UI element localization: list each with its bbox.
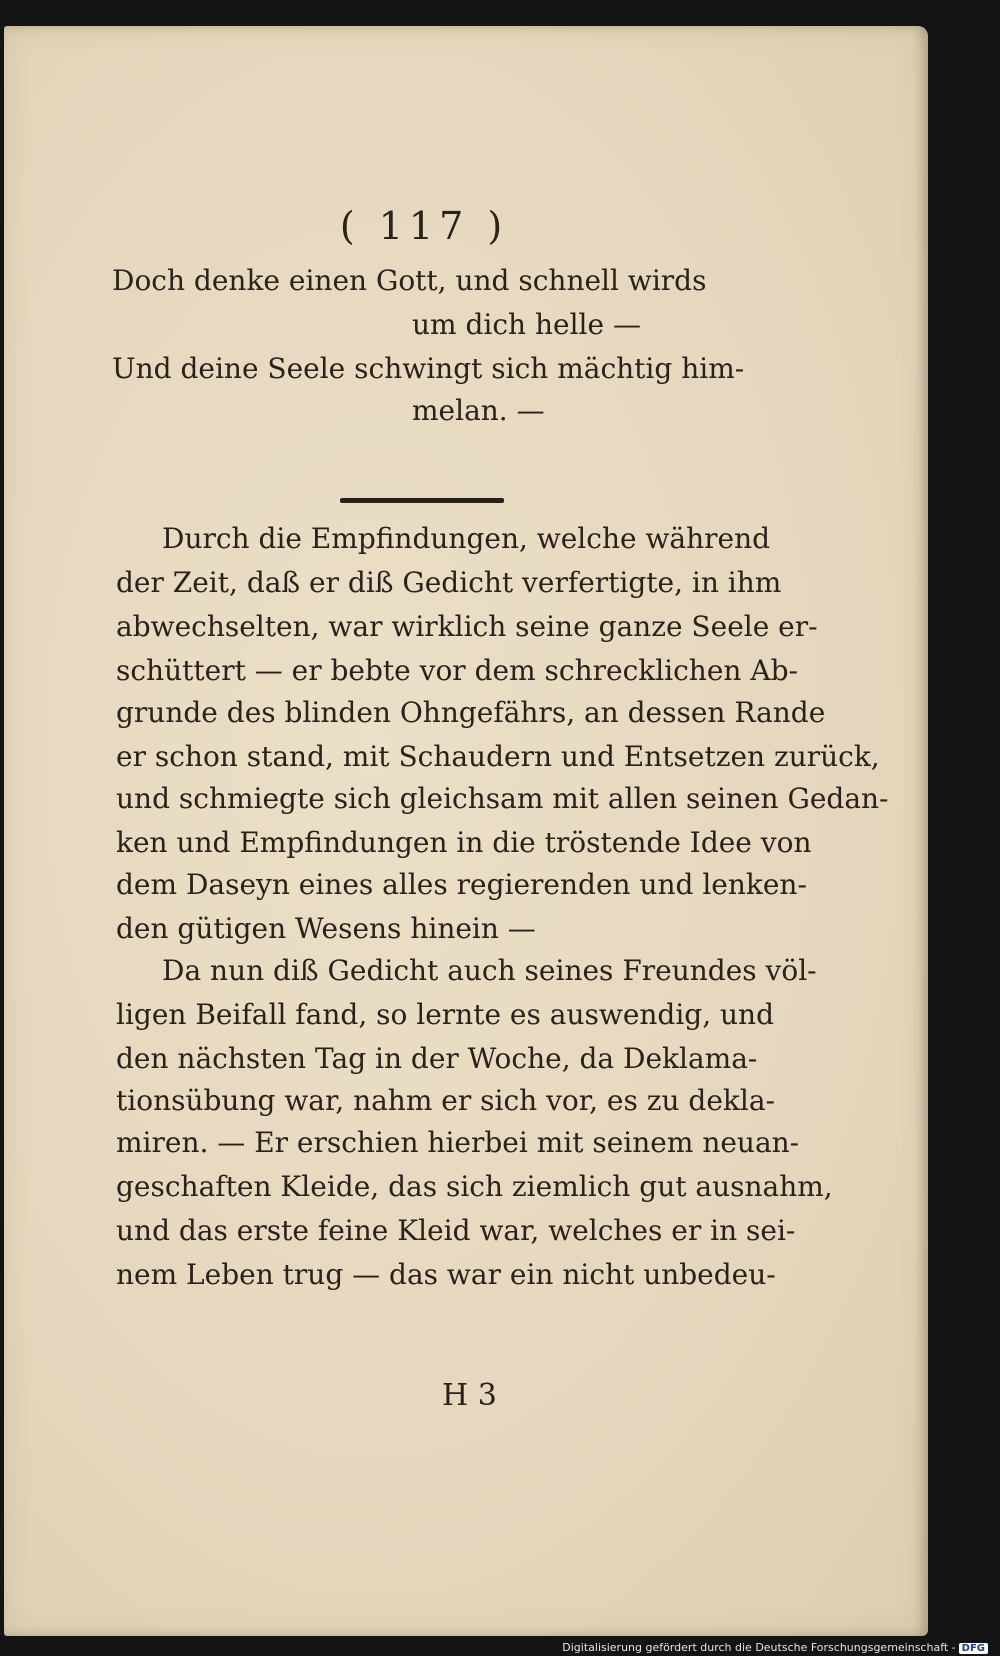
prose-line-4: schüttert — er bebte vor dem schrecklichen Ab-: [116, 654, 798, 687]
poem-line-3: Und deine Seele schwingt sich mächtig him-: [112, 352, 745, 385]
prose-line-2: der Zeit, daß er diß Gedicht verfertigte, in ihm: [116, 566, 782, 599]
prose-line-5: grunde des blinden Ohngefährs, an dessen Rande: [116, 696, 826, 729]
prose-line-9: dem Daseyn eines alles regierenden und lenken-: [116, 868, 807, 901]
digitization-credit: [562, 1641, 988, 1654]
poem-line-2: um dich helle —: [412, 308, 641, 341]
prose-line-14: tionsübung war, nahm er sich vor, es zu dekla-: [116, 1084, 775, 1117]
prose-line-7: und schmiegte sich gleichsam mit allen seinen Gedan-: [116, 782, 889, 815]
prose-line-17: und das erste feine Kleid war, welches er in sei-: [116, 1214, 796, 1247]
poem-line-1: Doch denke einen Gott, und schnell wirds: [112, 264, 707, 297]
prose-line-16: geschaften Kleide, das sich ziemlich gut ausnahm,: [116, 1170, 833, 1203]
prose-line-6: er schon stand, mit Schaudern und Entsetzen zurück,: [116, 740, 880, 773]
section-divider: [340, 498, 504, 503]
prose-line-15: miren. — Er erschien hierbei mit seinem neuan-: [116, 1126, 800, 1159]
prose-line-13: den nächsten Tag in der Woche, da Deklama-: [116, 1042, 758, 1075]
prose-line-3: abwechselten, war wirklich seine ganze Seele er-: [116, 610, 818, 643]
prose-line-18: nem Leben trug — das war ein nicht unbedeu-: [116, 1258, 776, 1291]
dfg-logo: DFG: [959, 1643, 988, 1654]
prose-line-11: Da nun diß Gedicht auch seines Freundes völ-: [162, 954, 817, 987]
book-page: [4, 26, 928, 1636]
prose-line-12: ligen Beifall fand, so lernte es auswendig, und: [116, 998, 775, 1031]
prose-line-10: den gütigen Wesens hinein —: [116, 912, 536, 945]
printer-signature: H 3: [442, 1378, 497, 1413]
prose-line-1: Durch die Empfindungen, welche während: [162, 522, 771, 555]
prose-line-8: ken und Empfindungen in die tröstende Idee von: [116, 826, 812, 859]
poem-line-4: melan. —: [412, 394, 545, 427]
credit-text: Digitalisierung gefördert durch die Deutsche Forschungsgemeinschaft -: [562, 1641, 956, 1654]
page-number: ( 117 ): [339, 204, 509, 248]
